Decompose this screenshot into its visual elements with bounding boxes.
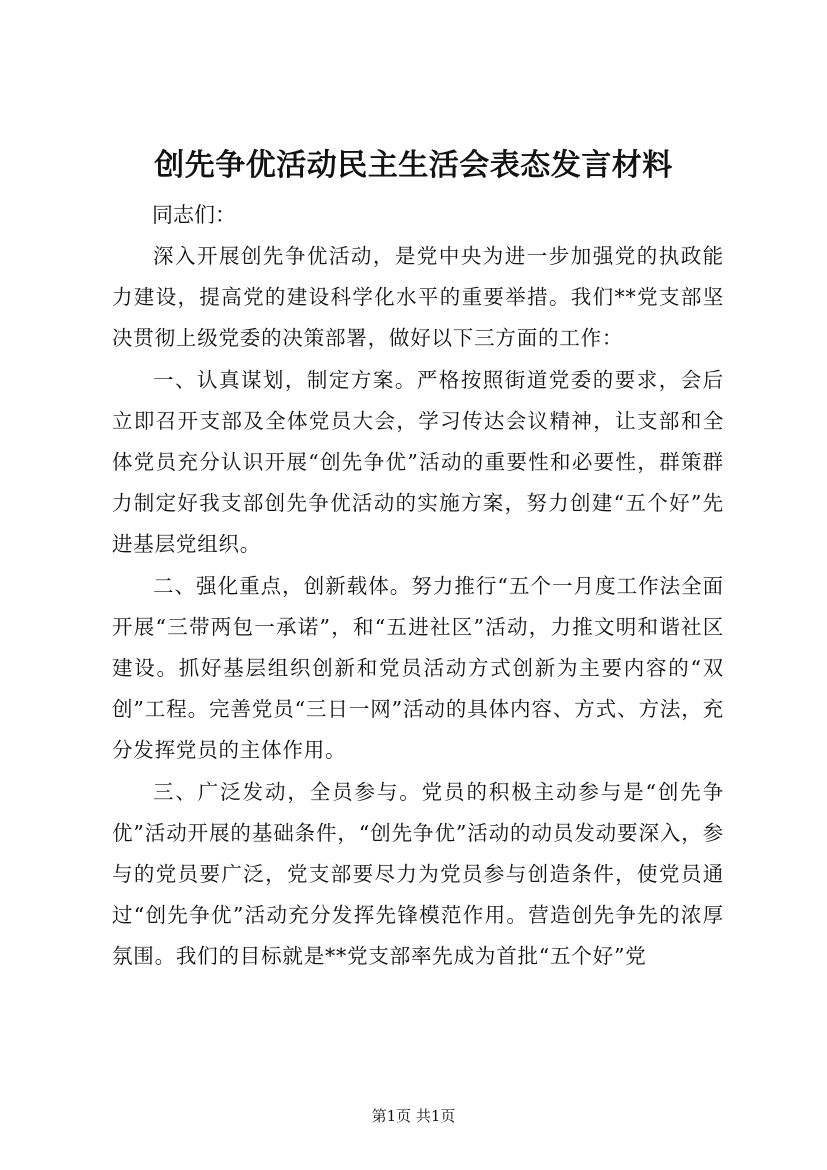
- salutation: 同志们：: [152, 203, 236, 227]
- paragraph-point-one: 一、认真谋划，制定方案。严格按照街道党委的要求，会后立即召开支部及全体党员大会，学习传达会议精神，让支部和全体党员充分认识开展“创先争优”活动的重要性和必要性，群策群力制定好我支部创先争优活动的实施方案，努力创建“五个好”先进基层党组织。: [112, 367, 724, 557]
- paragraph-point-two: 二、强化重点，创新载体。努力推行“五个一月度工作法全面开展“三带两包一承诺”，和“五进社区”活动，力推文明和谐社区建设。抓好基层组织创新和党员活动方式创新为主要内容的“双创”工程。完善党员“三日一网”活动的具体内容、方式、方法，充分发挥党员的主体作用。: [112, 573, 724, 763]
- paragraph-point-three: 三、广泛发动，全员参与。党员的积极主动参与是“创先争优”活动开展的基础条件，“创先争优”活动的动员发动要深入，参与的党员要广泛，党支部要尽力为党员参与创造条件，使党员通过“创先争优”活动充分发挥先锋模范作用。营造创先争先的浓厚氛围。我们的目标就是**党支部率先成为首批“五个好”党: [112, 779, 724, 969]
- page-footer: 第1页 共1页: [371, 1107, 456, 1125]
- document-title: 创先争优活动民主生活会表态发言材料: [154, 148, 673, 183]
- paragraph-intro: 深入开展创先争优活动，是党中央为进一步加强党的执政能力建设，提高党的建设科学化水平的重要举措。我们**党支部坚决贯彻上级党委的决策部署，做好以下三方面的工作：: [112, 244, 724, 351]
- document-body: [112, 236, 724, 978]
